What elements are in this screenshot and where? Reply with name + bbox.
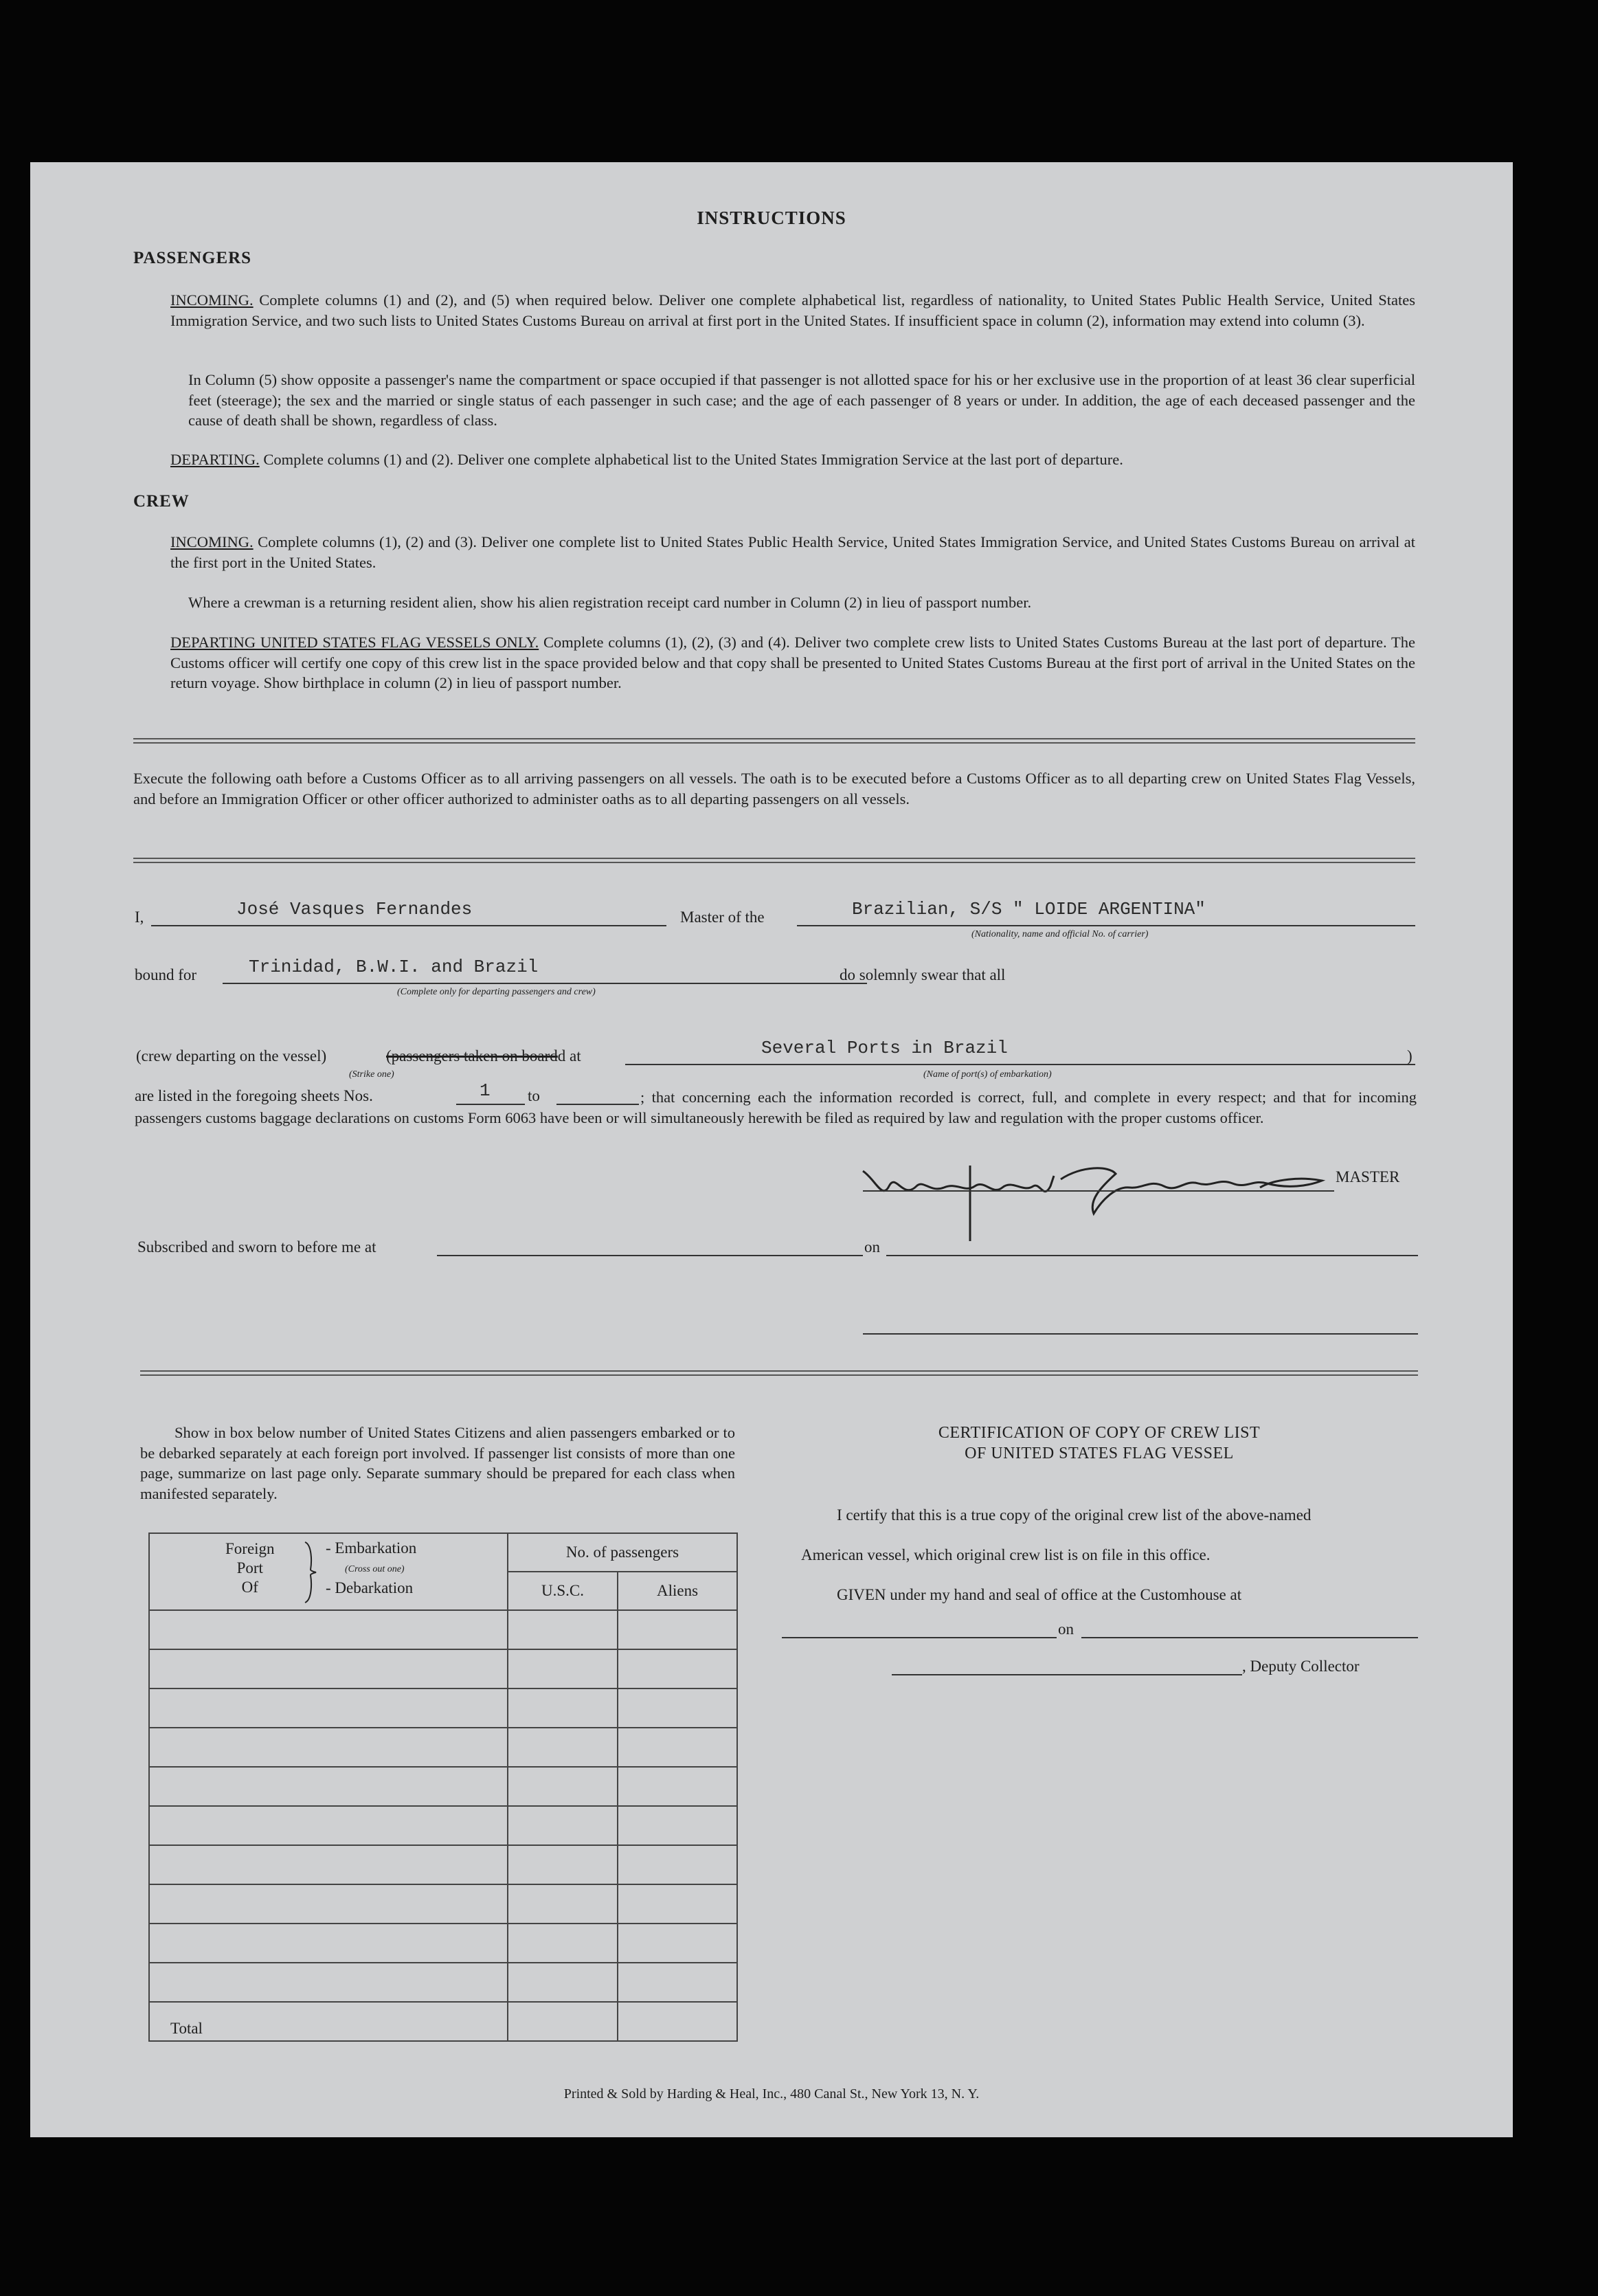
given-date-line: [1081, 1637, 1418, 1638]
table-row: [149, 1688, 737, 1728]
usc-cell: [508, 1806, 618, 1845]
aliens-cell: [618, 1963, 737, 2002]
port-cell: [149, 1649, 508, 1688]
printer-footer: Printed & Sold by Harding & Heal, Inc., 480 Canal St., New York 13, N. Y.: [563, 2086, 980, 2102]
master-of-label: Master of the: [680, 909, 765, 926]
divider-2: [133, 858, 1415, 863]
certify-text: I certify that this is a true copy of the original crew list of the above-named: [837, 1506, 1312, 1524]
crew-departing-text: Complete columns (1), (2), (3) and (4). Deliver two complete crew lists to United States Customs Bureau at the last port of departure. The Customs officer will certify one copy of this crew list in the space provided below and that copy shall be presented to United States Customs Bureau at the first port of arrival in the United States on the return voyage. Show birthplace in column (2) in lieu of passport number.: [170, 634, 1415, 691]
no-passengers-header: No. of passengers: [508, 1533, 737, 1572]
foreign-port-of: [225, 1539, 275, 1597]
bound-for-caption: (Complete only for departing passengers and crew): [397, 987, 596, 997]
brace-icon: [302, 1541, 319, 1604]
usc-cell: [508, 1884, 618, 1924]
foreign-label: Foreign: [225, 1540, 275, 1557]
passengers-departing-text: Complete columns (1) and (2). Deliver one complete alphabetical list to the United States Immigration Service at the last port of departure.: [259, 451, 1123, 468]
strike-caption: (Strike one): [349, 1069, 394, 1080]
aliens-cell: [618, 1767, 737, 1806]
total-row: [149, 2002, 737, 2041]
passenger-summary-table: [148, 1532, 738, 2042]
aliens-header: Aliens: [618, 1572, 737, 1610]
aliens-cell: [618, 1688, 737, 1728]
bound-for-label: bound for: [135, 966, 197, 983]
certification-title-line1: CERTIFICATION OF COPY OF CREW LIST: [938, 1424, 1261, 1442]
usc-cell: [508, 1610, 618, 1649]
passengers-departing-label: DEPARTING.: [170, 451, 260, 468]
table-row: [149, 1767, 737, 1806]
divider-1: [133, 738, 1415, 744]
subscribed-label: Subscribed and sworn to before me at: [137, 1238, 376, 1256]
port-cell: [149, 1767, 508, 1806]
vessel-line: [797, 925, 1415, 926]
master-signature-line: [863, 1190, 1334, 1192]
swear-text: do solemnly swear that all: [840, 966, 1006, 983]
table-row: [149, 1728, 737, 1767]
table-row: [149, 1845, 737, 1884]
passengers-incoming-label: INCOMING.: [170, 291, 254, 309]
struck-text: (passengers taken on board: [386, 1047, 558, 1065]
port-cell: [149, 1884, 508, 1924]
vessel-name: Brazilian, S/S " LOIDE ARGENTINA": [852, 899, 1206, 919]
table-row: [149, 1610, 737, 1649]
table-row: [149, 1806, 737, 1845]
aliens-cell: [618, 1924, 737, 1963]
master-signature: [855, 1138, 1336, 1248]
embarkation-label: - Embarkation: [326, 1539, 417, 1557]
certify-vessel-text: American vessel, which original crew list is on file in this office.: [801, 1546, 1211, 1563]
crew-incoming-text: Complete columns (1), (2) and (3). Deliver one complete list to United States Public Health Service, United States Immigration Service, and United States Customs Bureau on arrival at the first port in the United States.: [170, 533, 1415, 571]
usc-cell: [508, 1963, 618, 2002]
debarkation-label: - Debarkation: [326, 1579, 414, 1596]
subscribed-date-line: [886, 1255, 1418, 1256]
struck-tail: d at: [557, 1047, 581, 1065]
table-row: [149, 1963, 737, 2002]
port-cell: [149, 1963, 508, 2002]
aliens-cell: [618, 1884, 737, 1924]
crew-crewman-paragraph: Where a crewman is a returning resident alien, show his alien registration receipt card number in Column (2) in lieu of passport number.: [188, 594, 1032, 611]
aliens-cell: [618, 1728, 737, 1767]
total-aliens-cell: [618, 2002, 737, 2041]
of-label: Of: [241, 1579, 258, 1596]
to-label: to: [528, 1087, 540, 1104]
table-row: [149, 1924, 737, 1963]
port-cell: [149, 1610, 508, 1649]
ports-value: Several Ports in Brazil: [761, 1038, 1008, 1058]
sheet-from: 1: [480, 1080, 491, 1101]
aliens-cell: [618, 1845, 737, 1884]
master-name-line: [151, 925, 666, 926]
customhouse-line: [782, 1637, 1057, 1638]
table-row: [149, 1884, 737, 1924]
deputy-collector-label: , Deputy Collector: [1242, 1658, 1360, 1675]
cross-out-caption: (Cross out one): [345, 1564, 405, 1574]
listed-label: are listed in the foregoing sheets Nos.: [135, 1087, 373, 1104]
crew-departing-paragraph: [170, 632, 1415, 693]
usc-cell: [508, 1688, 618, 1728]
given-text: GIVEN under my hand and seal of office at the Customhouse at: [837, 1586, 1242, 1603]
crew-departing-label: (crew departing on the vessel): [136, 1047, 327, 1065]
ports-caption: (Name of port(s) of embarkation): [923, 1069, 1052, 1080]
aliens-cell: [618, 1649, 737, 1688]
aliens-cell: [618, 1610, 737, 1649]
aliens-cell: [618, 1806, 737, 1845]
subscribed-on-label: on: [864, 1238, 880, 1256]
port-cell: [149, 1688, 508, 1728]
port-cell: [149, 1728, 508, 1767]
bound-for-line: [223, 983, 867, 984]
crew-incoming-label: INCOMING.: [170, 533, 254, 550]
usc-cell: [508, 1845, 618, 1884]
passengers-incoming-text: Complete columns (1) and (2), and (5) when required below. Deliver one complete alphabetical list, regardless of nationality, to United States Public Health Service, United States Immigration Service, and two such lists to United States Customs Bureau on arrival at first port in the United States. If insufficient space in column (2), information may extend into column (3).: [170, 291, 1415, 329]
instructions-title: INSTRUCTIONS: [697, 208, 846, 228]
oath-intro: Execute the following oath before a Customs Officer as to all arriving passengers on all vessels. The oath is to be executed before a Customs Officer as to all departing crew on United States Flag Vessels, and before an Immigration Officer or other officer authorized to administer oaths as to all departing passengers on all vessels.: [133, 770, 1415, 807]
certification-title: [779, 1423, 1419, 1464]
usc-header: U.S.C.: [508, 1572, 618, 1610]
oath-i-label: I,: [135, 909, 144, 926]
deputy-signature-line: [892, 1674, 1242, 1675]
table-row: [149, 1649, 737, 1688]
crew-incoming-paragraph: [170, 532, 1415, 572]
usc-cell: [508, 1767, 618, 1806]
port-cell: [149, 1924, 508, 1963]
struck-phrase: [386, 1047, 581, 1065]
crew-heading: CREW: [133, 492, 190, 511]
master-name: José Vasques Fernandes: [236, 899, 473, 919]
port-cell: [149, 1845, 508, 1884]
passengers-heading: PASSENGERS: [133, 249, 252, 267]
divider-3: [140, 1370, 1418, 1376]
ports-line: [625, 1064, 1415, 1065]
listed-text: ; that concerning each the information recorded is correct, full, and complete in every respect; and that for incoming passengers customs baggage declarations on customs Form 6063 have been or will simultaneously herewith be filed as required by law and regulation with the proper customs officer.: [135, 1089, 1417, 1126]
crew-departing-label: DEPARTING UNITED STATES FLAG VESSELS ONLY.: [170, 634, 539, 651]
usc-cell: [508, 1924, 618, 1963]
passengers-incoming-paragraph: [170, 290, 1415, 331]
port-label: Port: [236, 1559, 263, 1576]
usc-cell: [508, 1728, 618, 1767]
form-sheet: [30, 162, 1513, 2137]
vessel-caption: (Nationality, name and official No. of carrier): [971, 929, 1149, 939]
master-label: MASTER: [1336, 1168, 1400, 1185]
port-cell: [149, 1806, 508, 1845]
ports-close-paren: ): [1407, 1047, 1413, 1065]
bound-for-value: Trinidad, B.W.I. and Brazil: [249, 957, 539, 977]
total-label: Total: [149, 2002, 508, 2041]
passengers-column5-paragraph: In Column (5) show opposite a passenger's name the compartment or space occupied if that passenger is not allotted space for his or her exclusive use in the proportion of at least 36 clear superficial feet (steerage); the sex and the married or single status of each passenger in such case; and the age of each passenger of 8 years or under. In addition, the age of each deceased passenger and the cause of death shall be shown, regardless of class.: [188, 371, 1415, 429]
subscribed-place-line: [437, 1255, 863, 1256]
port-header-cell: [149, 1533, 508, 1610]
given-on-label: on: [1058, 1620, 1074, 1638]
summary-intro: Show in box below number of United States Citizens and alien passengers embarked or to be debarked separately at each foreign port involved. If passenger list consists of more than one page, summarize on last page only. Separate summary should be prepared for each class when manifested separately.: [140, 1424, 735, 1502]
usc-cell: [508, 1649, 618, 1688]
certification-title-line2: OF UNITED STATES FLAG VESSEL: [965, 1445, 1234, 1462]
passengers-departing-paragraph: [170, 449, 1415, 470]
total-usc-cell: [508, 2002, 618, 2041]
officer-signature-line: [863, 1333, 1418, 1335]
